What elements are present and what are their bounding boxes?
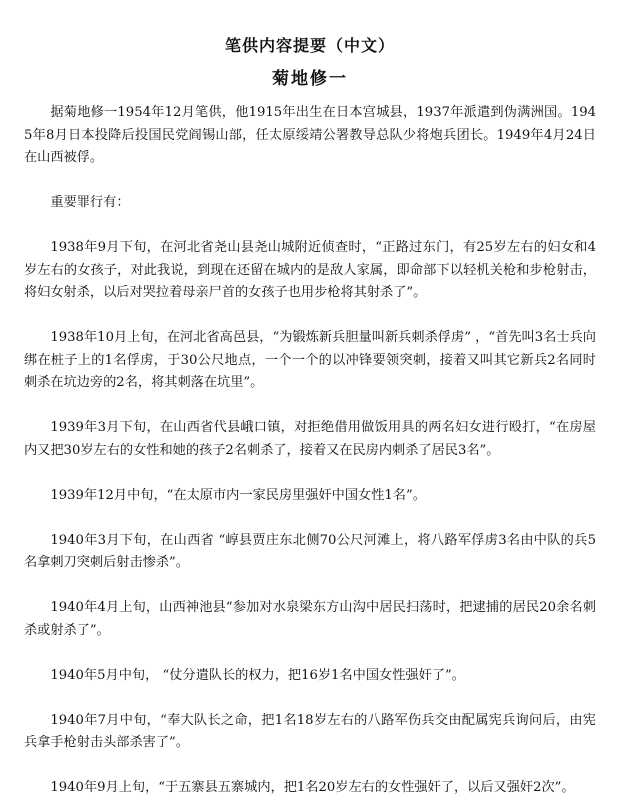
paragraph: 1940年3月下旬，在山西省 “崞县贾庄东北侧70公尺河滩上，将八路军俘虏3名由中队的兵5名拿刺刀突刺后射击惨杀”。 bbox=[24, 532, 596, 570]
paragraph: 1939年12月中旬，“在太原市内一家民房里强奸中国女性1名”。 bbox=[50, 487, 426, 503]
paragraph: 1939年3月下旬，在山西省代县峨口镇，对拒绝借用做饭用具的两名妇女进行殴打，“在房屋内又把30岁左右的女性和她的孩子2名刺杀了，接着又在民房内刺杀了居民3名”。 bbox=[24, 420, 596, 458]
paragraph: 1938年9月下旬，在河北省尧山县尧山城附近侦查时，“正路过东门，有25岁左右的妇女和4岁左右的女孩子，对此我说，到现在还留在城内的是敌人家属，即命部下以轻机关枪和步枪射击，将妇女射杀，以后对哭拉着母亲尸首的女孩子也用步枪将其射杀了”。 bbox=[24, 240, 596, 300]
paragraph-crimes-heading: 重要罪行有： bbox=[50, 195, 130, 210]
author-name: 菊地修一 bbox=[272, 69, 348, 89]
paragraph: 1940年4月上旬，山西神池县“参加对水泉梁东方山沟中居民扫荡时，把逮捕的居民20余名刺杀或射杀了”。 bbox=[24, 600, 596, 638]
paragraph: 1940年9月上旬，“于五寨县五寨城内，把1名20岁左右的女性强奸了，以后又强奸2次”。 bbox=[50, 780, 575, 795]
document-body bbox=[24, 102, 596, 800]
paragraph: 1938年10月上旬，在河北省高邑县，“为锻炼新兵胆量叫新兵刺杀俘虏” ，“首先叫3名士兵向绑在桩子上的1名俘虏，于30公尺地点，一个一个的以冲锋要领突刺，接着又叫其它新兵2名同时刺杀在坑边旁的2名，将其刺落在坑里”。 bbox=[24, 330, 596, 390]
paragraph: 1940年5月中旬， “仗分遣队长的权力，把16岁1名中国女性强奸了”。 bbox=[50, 667, 465, 683]
paragraph: 1940年7月中旬，“奉大队长之命，把1名18岁左右的八路军伤兵交由配属宪兵询问后，由宪兵拿手枪射击头部杀害了”。 bbox=[24, 712, 596, 750]
paragraph-intro: 据菊地修一1954年12月笔供，他1915年出生在日本宫城县，1937年派遣到伪满洲国。1945年8月日本投降后投国民党阎锡山部，任太原绥靖公署教导总队少将炮兵团长。1949年4月24日在山西被俘。 bbox=[24, 105, 596, 165]
document-title: 笔供内容提要（中文） bbox=[224, 36, 395, 55]
